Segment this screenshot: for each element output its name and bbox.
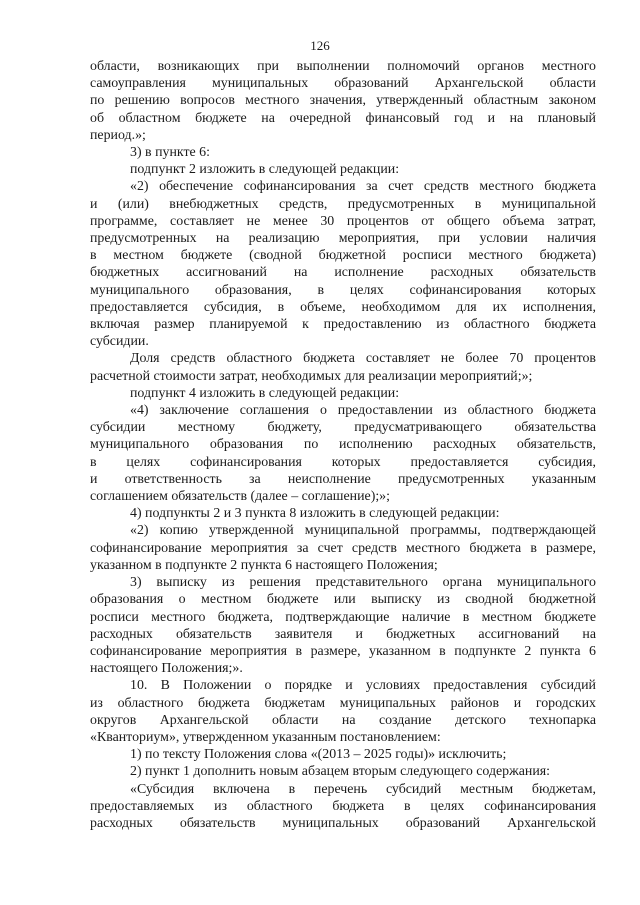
text-line: 10. В Положении о порядке и условиях предоставления субсидий — [130, 678, 596, 694]
text-line: 4) подпункты 2 и 3 пункта 8 изложить в следующей редакции: — [130, 506, 500, 522]
text-line: округов Архангельской области на создание детского технопарка — [90, 712, 596, 728]
text-line: бюджетных ассигнований на исполнение расходных обязательств — [90, 265, 596, 281]
text-line: указанном в подпункте 2 пункта 6 настоящего Положения; — [90, 557, 438, 573]
text-line: и (или) внебюджетных средств, предусмотренных в муниципальной — [90, 196, 596, 212]
text-line: расходных обязательств заявителя и бюджетных ассигнований на — [90, 626, 596, 642]
page-number: 126 — [310, 38, 330, 53]
text-line: расходных обязательств муниципальных образований Архангельской — [90, 815, 596, 831]
text-line: предоставляется субсидия, в объеме, необходимом для их исполнения, — [90, 299, 596, 315]
text-line: 3) в пункте 6: — [130, 145, 210, 161]
text-line: области, возникающих при выполнении полномочий органов местного — [90, 59, 596, 74]
text-line: образования о местном бюджете или выписку из сводной бюджетной — [90, 592, 596, 608]
text-line: 3) выписку из решения представительного органа муниципального — [130, 575, 596, 591]
text-line: по решению вопросов местного значения, утвержденный областным законом — [90, 93, 596, 109]
text-line: в местном бюджете (сводной бюджетной росписи местного бюджета) — [90, 248, 596, 264]
text-line: об областном бюджете на очередной финансовый год и на плановый — [90, 110, 596, 126]
text-line: 1) по тексту Положения слова «(2013 – 2025 годы)» исключить; — [130, 747, 507, 763]
text-line: предусмотренных на реализацию мероприятия, при условии наличия — [90, 231, 596, 247]
text-line: 2) пункт 1 дополнить новым абзацем вторым следующего содержания: — [130, 764, 551, 780]
text-line: подпункт 4 изложить в следующей редакции: — [130, 385, 400, 401]
text-line: предоставляемых из областного бюджета в целях софинансирования — [90, 798, 596, 814]
text-line: субсидии. — [90, 334, 149, 350]
text-line: Доля средств областного бюджета составляет не более 70 процентов — [130, 351, 596, 367]
text-line: из областного бюджета бюджетам муниципальных районов и городских — [90, 695, 596, 711]
text-line: период.»; — [90, 127, 146, 143]
text-line: муниципального образования, в целях софинансирования которых — [90, 282, 596, 298]
text-line: «Субсидия включена в перечень субсидий местным бюджетам, — [130, 781, 596, 797]
text-line: включая размер планируемой к предоставлению из областного бюджета — [90, 317, 596, 333]
document-body — [90, 58, 596, 832]
text-line: и ответственность за неисполнение предусмотренных указанным — [90, 471, 596, 487]
text-line: «4) заключение соглашения о предоставлении из областного бюджета — [130, 403, 596, 419]
text-line: «2) обеспечение софинансирования за счет средств местного бюджета — [130, 179, 596, 195]
text-line: расчетной стоимости затрат, необходимых для реализации мероприятий;»; — [90, 368, 533, 384]
text-line: самоуправления муниципальных образований Архангельской области — [90, 76, 596, 92]
text-line: в целях софинансирования которых предоставляется субсидия, — [90, 454, 596, 470]
text-line: подпункт 2 изложить в следующей редакции: — [130, 162, 400, 178]
text-line: муниципального образования по исполнению расходных обязательств, — [90, 437, 596, 453]
text-line: софинансирование мероприятия за счет средств местного бюджета в размере, — [90, 540, 596, 556]
text-line: соглашением обязательств (далее – соглашение);»; — [90, 489, 390, 505]
text-line: софинансирование мероприятия в размере, указанном в подпункте 2 пункта 6 — [90, 643, 596, 659]
text-line: «2) копию утвержденной муниципальной программы, подтверждающей — [130, 523, 596, 539]
text-line: настоящего Положения;». — [90, 661, 243, 677]
text-line: «Кванториум», утвержденном указанным постановлением: — [90, 729, 441, 745]
text-line: программе, составляет не менее 30 процентов от общего объема затрат, — [90, 213, 596, 229]
text-line: росписи местного бюджета, подтверждающие наличие в местном бюджете — [90, 609, 596, 625]
text-line: субсидии местному бюджету, предусматривающего обязательства — [90, 420, 596, 436]
